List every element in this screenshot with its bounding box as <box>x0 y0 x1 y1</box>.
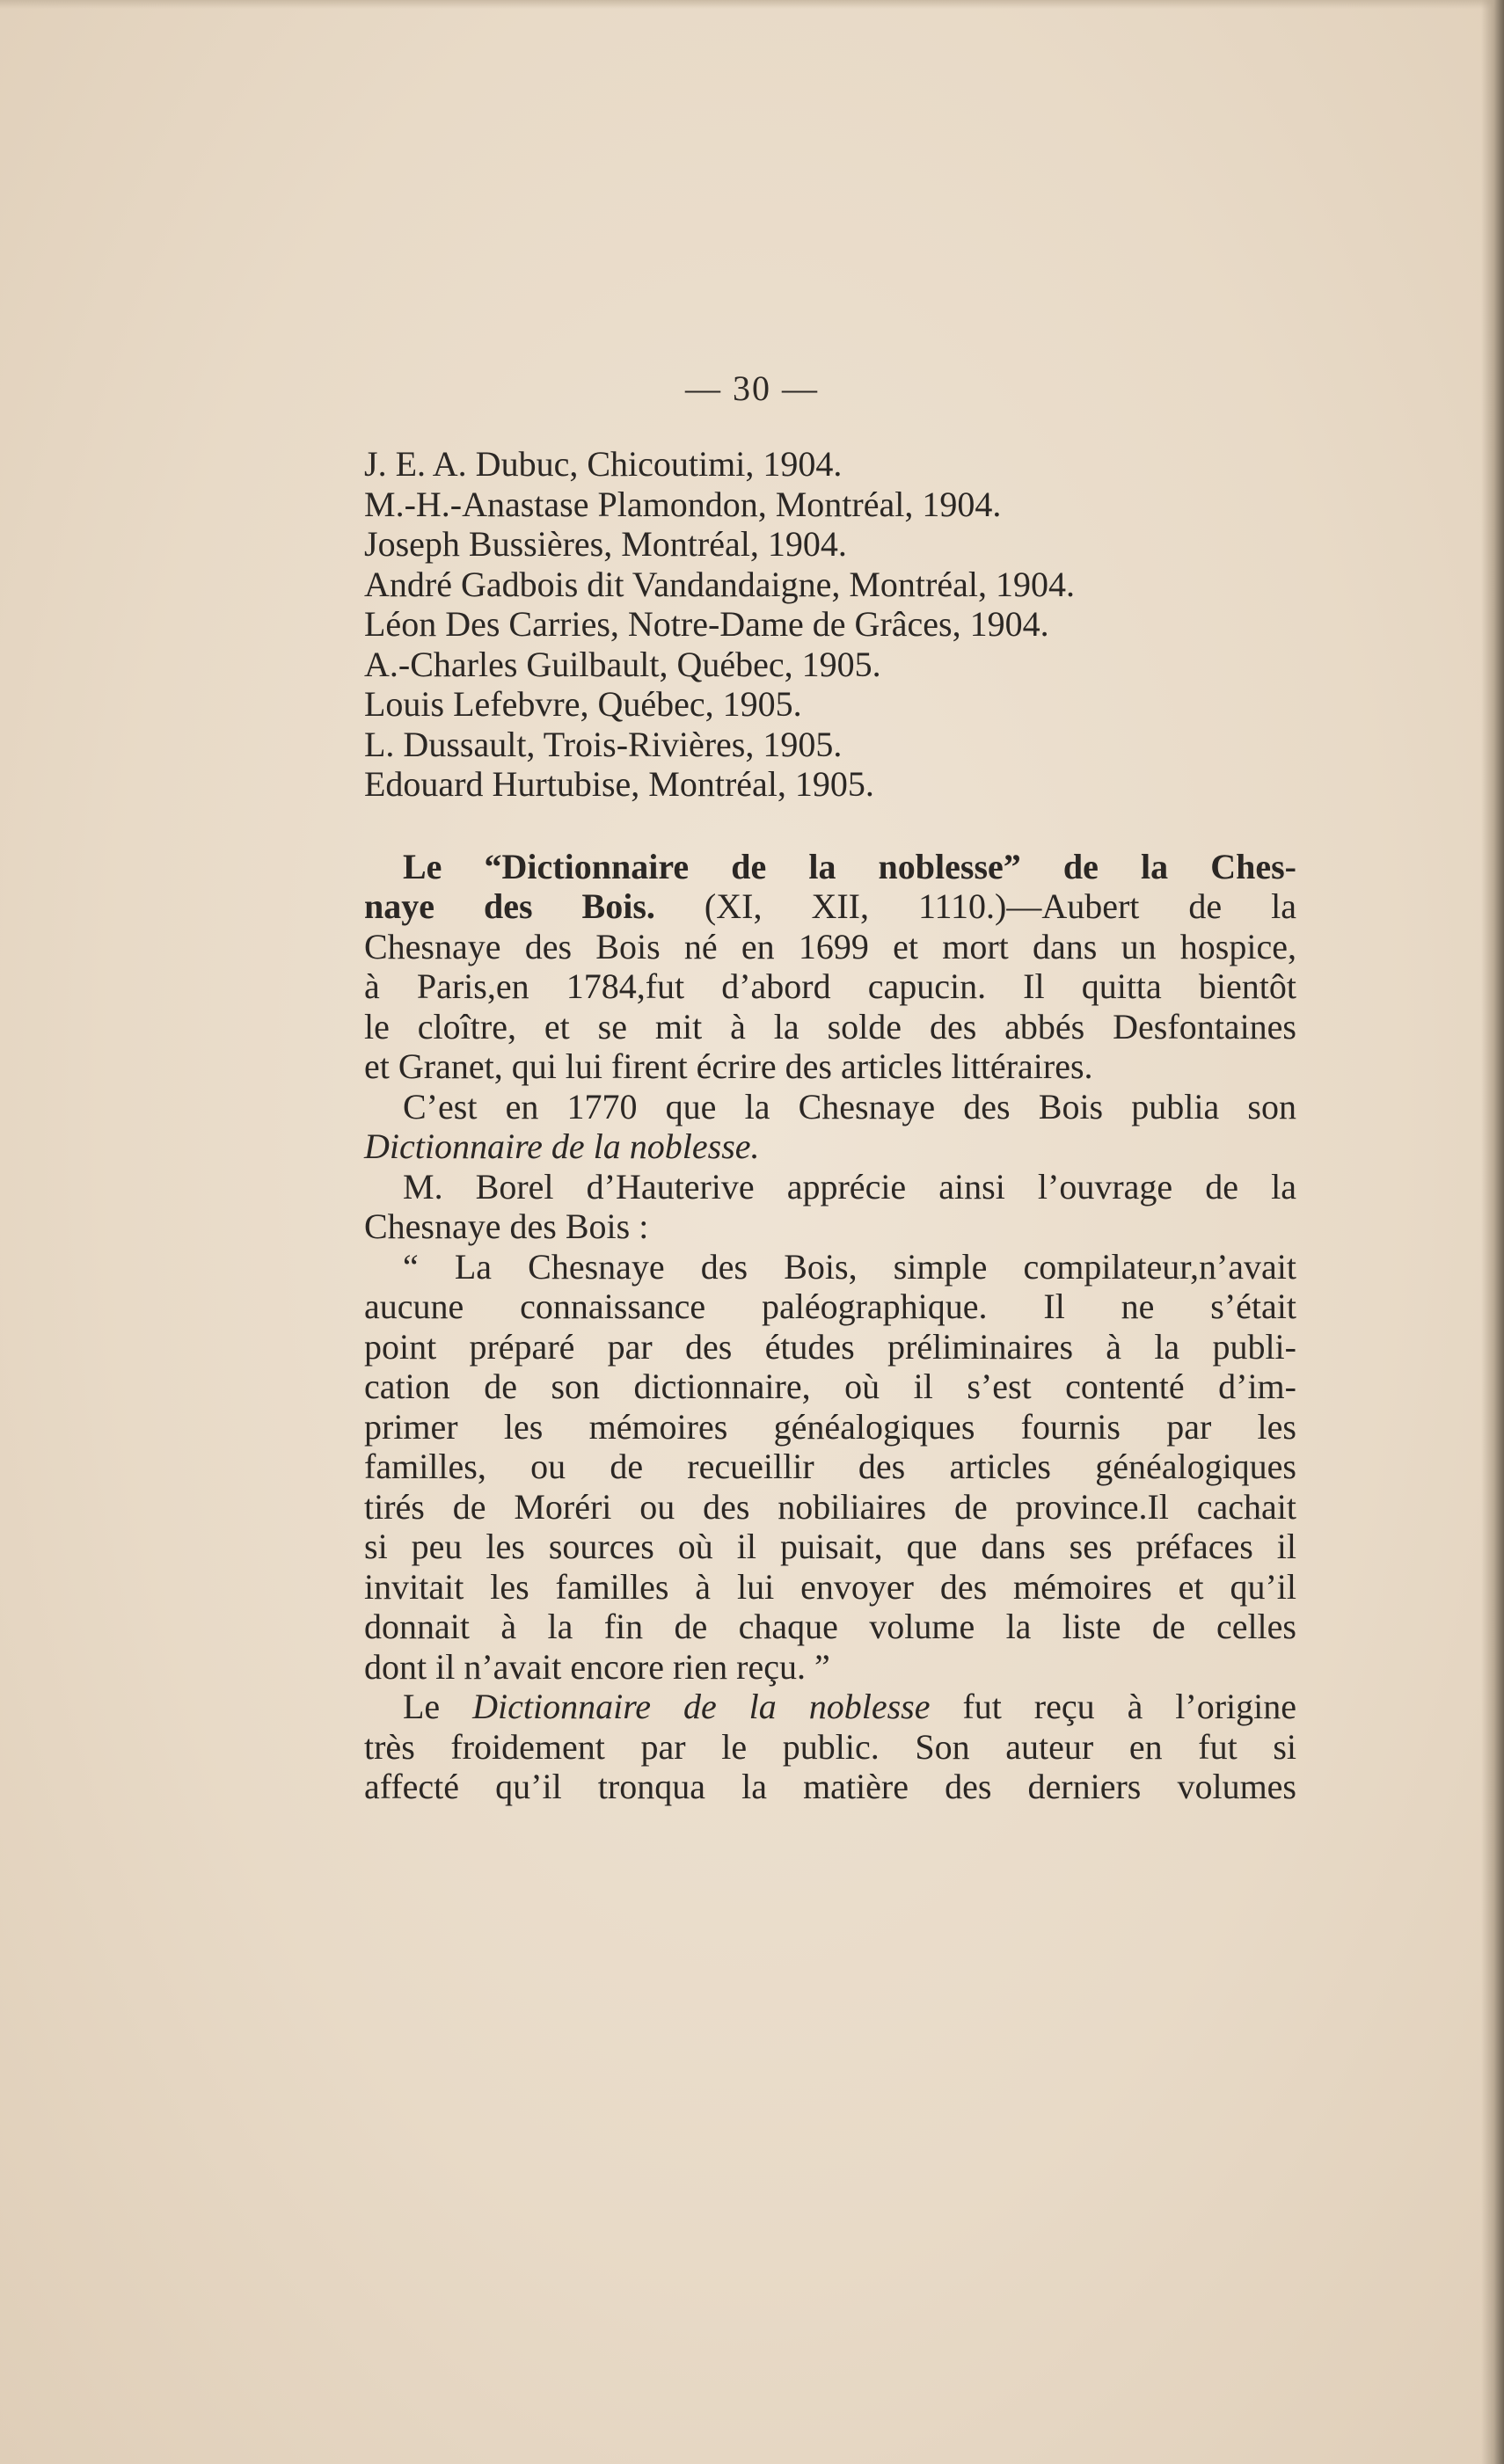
paragraph-line: affecté qu’il tronqua la matière des derniers volumes <box>364 1767 1296 1806</box>
quote-line: dont il n’avait encore rien reçu. ” <box>364 1646 830 1687</box>
paragraph-line: à Paris,en 1784,fut d’abord capucin. Il quitta bientôt <box>364 966 1296 1006</box>
list-item: J. E. A. Dubuc, Chicoutimi, 1904. <box>364 444 843 484</box>
heading-continuation-line <box>364 886 1296 927</box>
name-list <box>364 444 1296 805</box>
paragraph-line <box>364 1687 1296 1727</box>
page-top-shadow <box>0 0 1504 9</box>
section-heading: Le “Dictionnaire de la noblesse” de la Ches- <box>403 846 1296 886</box>
book-title-italic: Dictionnaire de la noblesse <box>472 1687 931 1726</box>
quote-line: invitait les familles à lui envoyer des mémoires et qu’il <box>364 1566 1296 1607</box>
paragraph-line: le cloître, et se mit à la solde des abbés Desfontaines <box>364 1006 1296 1046</box>
quote-line: familles, ou de recueillir des articles généalogiques <box>364 1447 1296 1486</box>
quote-line: aucune connaissance paléographique. Il ne s’était <box>364 1287 1296 1326</box>
list-item: A.-Charles Guilbault, Québec, 1905. <box>364 644 881 684</box>
text-block <box>364 444 1296 1807</box>
section-article <box>364 847 1296 1807</box>
quote-line: “ La Chesnaye des Bois, simple compilateur,n’avait <box>403 1246 1296 1287</box>
list-item: M.-H.-Anastase Plamondon, Montréal, 1904. <box>364 484 1002 524</box>
list-item: Joseph Bussières, Montréal, 1904. <box>364 524 847 564</box>
paragraph-line: Chesnaye des Bois né en 1699 et mort dans un hospice, <box>364 926 1296 966</box>
paragraph-line: C’est en 1770 que la Chesnaye des Bois publia son <box>403 1086 1296 1126</box>
list-item: Edouard Hurtubise, Montréal, 1905. <box>364 764 874 804</box>
page-number: — 30 — <box>685 368 819 408</box>
line-end: fut reçu à l’origine <box>962 1687 1296 1726</box>
book-title-italic: Dictionnaire de la noblesse. <box>364 1126 760 1166</box>
paragraph-line: très froidement par le public. Son auteur en fut si <box>364 1726 1296 1767</box>
paragraph-line: et Granet, qui lui firent écrire des articles littéraires. <box>364 1046 1093 1086</box>
section-gap <box>364 805 1296 847</box>
list-item: Léon Des Carries, Notre-Dame de Grâces, 1904. <box>364 604 1049 644</box>
list-item: Louis Lefebvre, Québec, 1905. <box>364 684 802 724</box>
list-item: André Gadbois dit Vandandaigne, Montréal, 1904. <box>364 564 1075 604</box>
quote-line: primer les mémoires généalogiques fournis par les <box>364 1406 1296 1447</box>
heading-end: naye des Bois. <box>364 886 655 926</box>
heading-reference: (XI, XII, 1110.)—Aubert de la <box>704 886 1296 926</box>
quote-line: donnait à la fin de chaque volume la liste de celles <box>364 1607 1296 1646</box>
quote-line: cation de son dictionnaire, où il s’est contenté d’im- <box>364 1367 1296 1406</box>
paragraph-line: Chesnaye des Bois : <box>364 1206 649 1246</box>
line-start: Le <box>403 1687 441 1726</box>
list-item: L. Dussault, Trois-Rivières, 1905. <box>364 724 843 764</box>
quote-line: tirés de Moréri ou des nobiliaires de province.Il cachait <box>364 1486 1296 1527</box>
quote-line: si peu les sources où il puisait, que dans ses préfaces il <box>364 1527 1296 1566</box>
paragraph-line: M. Borel d’Hauterive apprécie ainsi l’ouvrage de la <box>403 1166 1296 1206</box>
quote-line: point préparé par des études préliminaires à la publi- <box>364 1326 1296 1367</box>
